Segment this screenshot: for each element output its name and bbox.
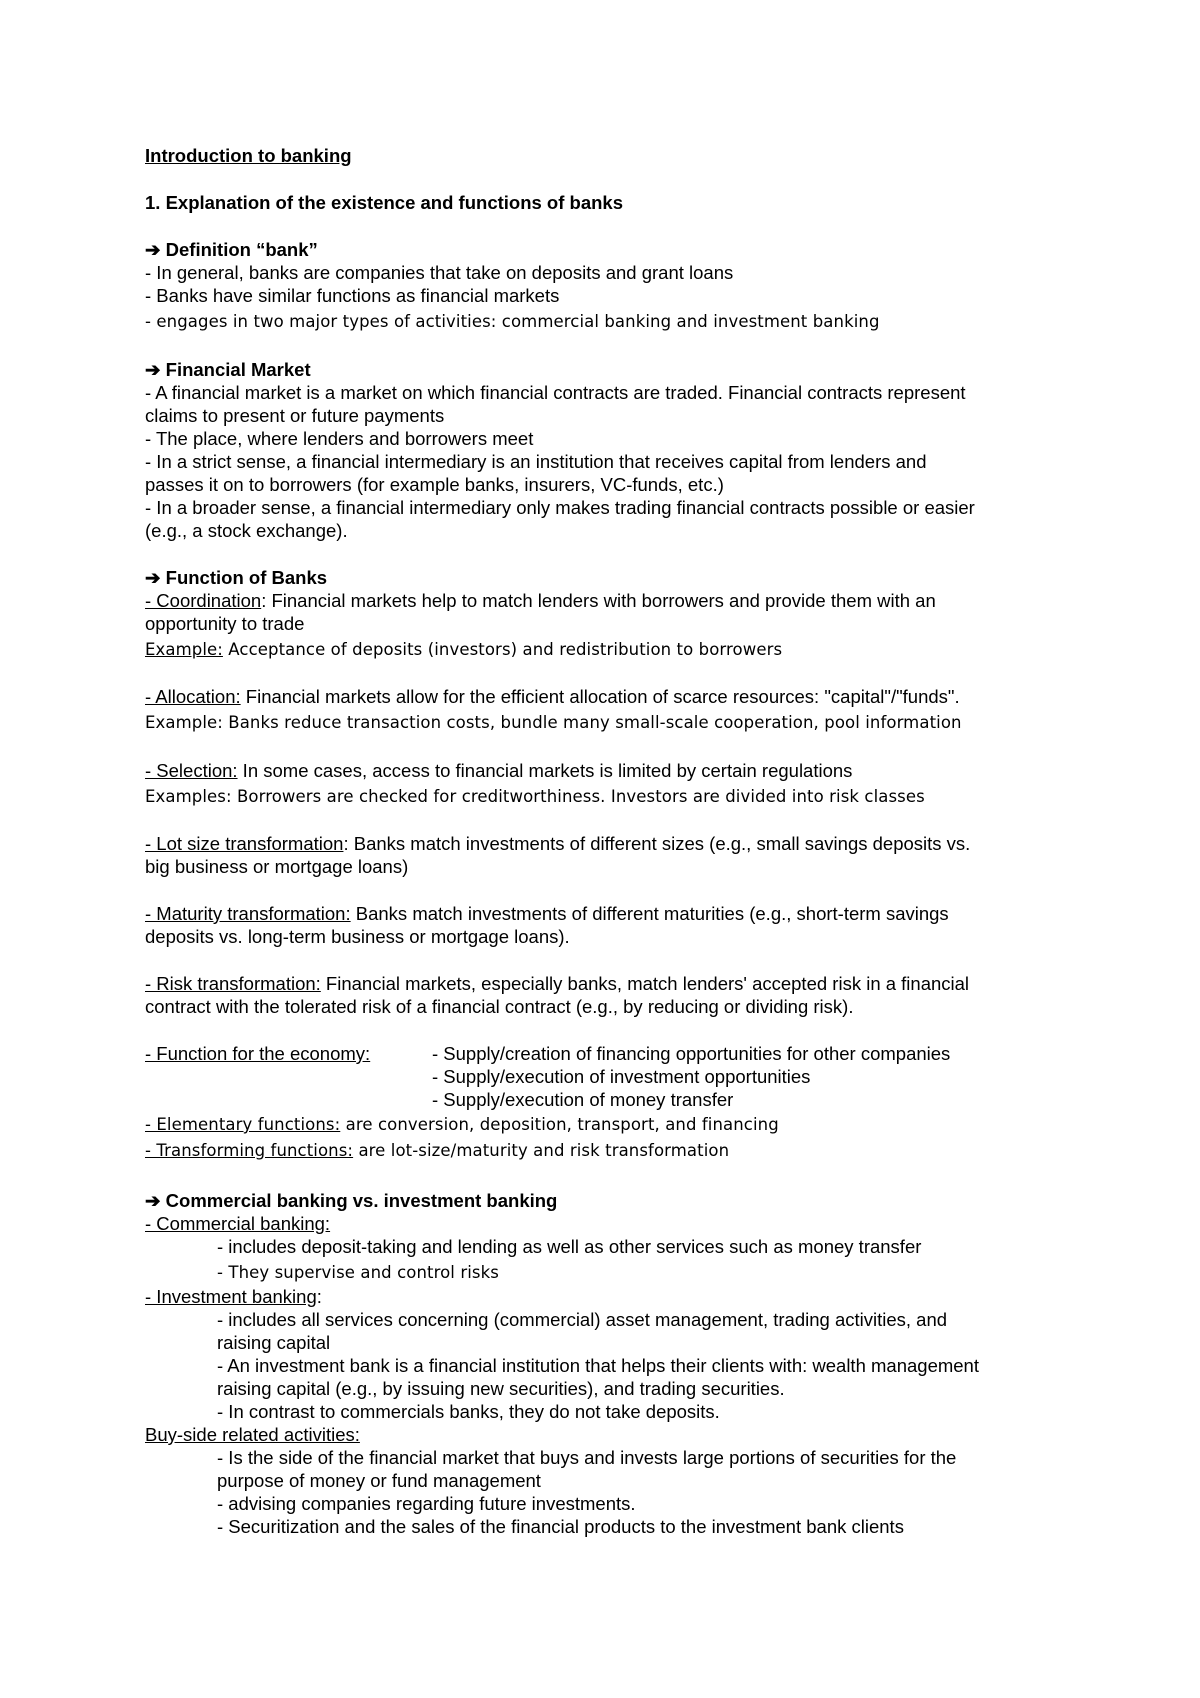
economy-item: - Supply/creation of financing opportunities for other companies <box>432 1043 951 1064</box>
section-heading: 1. Explanation of the existence and functions of banks <box>145 192 624 213</box>
risk-line: contract with the tolerated risk of a financial contract (e.g., by reducing or dividing risk). <box>145 996 854 1017</box>
investment-banking-label-line: - Investment banking: <box>145 1286 322 1307</box>
elementary-functions-line: - Elementary functions: are conversion, deposition, transport, and financing <box>145 1115 779 1134</box>
arrow-icon: ➔ <box>145 239 161 260</box>
commercial-item: - includes deposit-taking and lending as well as other services such as money transfer <box>217 1236 922 1257</box>
arrow-icon: ➔ <box>145 359 161 380</box>
buyside-label: Buy-side related activities: <box>145 1424 360 1445</box>
financial-market-heading: ➔ Financial Market <box>145 359 311 380</box>
commercial-banking-label-line <box>145 1213 330 1235</box>
financial-market-line: passes it on to borrowers (for example banks, insurers, VC-funds, etc.) <box>145 474 724 495</box>
investment-item: - In contrast to commercials banks, they do not take deposits. <box>217 1401 720 1422</box>
maturity-line: - Maturity transformation: Banks match investments of different maturities (e.g., short-term savings <box>145 903 949 924</box>
coordination-line: opportunity to trade <box>145 613 305 634</box>
economy-label: - Function for the economy: <box>145 1043 371 1064</box>
commercial-vs-investment-heading: ➔ Commercial banking vs. investment banking <box>145 1190 558 1211</box>
coordination-example: Example: Acceptance of deposits (investors) and redistribution to borrowers <box>145 640 783 659</box>
investment-item: raising capital <box>217 1332 331 1353</box>
definition-line: - In general, banks are companies that take on deposits and grant loans <box>145 262 734 283</box>
arrow-icon: ➔ <box>145 1190 161 1211</box>
coordination-line: - Coordination: Financial markets help to match lenders with borrowers and provide them with an <box>145 590 936 611</box>
allocation-label: - Allocation: <box>145 686 241 707</box>
transforming-functions-line: - Transforming functions: are lot-size/maturity and risk transformation <box>145 1141 730 1160</box>
financial-market-line: - The place, where lenders and borrowers meet <box>145 428 534 449</box>
maturity-line: deposits vs. long-term business or mortgage loans). <box>145 926 570 947</box>
investment-item: raising capital (e.g., by issuing new securities), and trading securities. <box>217 1378 785 1399</box>
buyside-label-line <box>145 1424 360 1446</box>
lot-size-label: - Lot size transformation <box>145 833 344 854</box>
allocation-line: - Allocation: Financial markets allow for the efficient allocation of scarce resources: "capital"/"funds". <box>145 686 960 707</box>
lot-size-line: - Lot size transformation: Banks match investments of different sizes (e.g., small savings deposits vs. <box>145 833 971 854</box>
selection-label: - Selection: <box>145 760 238 781</box>
commercial-banking-label: - Commercial banking: <box>145 1213 331 1234</box>
economy-item: - Supply/execution of money transfer <box>432 1089 734 1110</box>
economy-label-line <box>145 1043 370 1065</box>
financial-market-line: - In a strict sense, a financial intermediary is an institution that receives capital from lenders and <box>145 451 927 472</box>
financial-market-line: - In a broader sense, a financial intermediary only makes trading financial contracts possible or easier <box>145 497 975 518</box>
function-of-banks-heading: ➔ Function of Banks <box>145 567 328 588</box>
arrow-icon: ➔ <box>145 567 161 588</box>
lot-size-line: big business or mortgage loans) <box>145 856 409 877</box>
allocation-example: Example: Banks reduce transaction costs, bundle many small-scale cooperation, pool information <box>145 713 962 732</box>
financial-market-line: claims to present or future payments <box>145 405 445 426</box>
elementary-functions-label: - Elementary functions: <box>145 1115 341 1134</box>
selection-line: - Selection: In some cases, access to financial markets is limited by certain regulations <box>145 760 853 781</box>
investment-item: - An investment bank is a financial institution that helps their clients with: wealth management <box>217 1355 979 1376</box>
investment-banking-label: - Investment banking <box>145 1286 317 1307</box>
definition-heading: ➔ Definition “bank” <box>145 239 318 260</box>
financial-market-line: - A financial market is a market on which financial contracts are traded. Financial contracts represent <box>145 382 966 403</box>
buyside-item: - advising companies regarding future investments. <box>217 1493 636 1514</box>
buyside-item: - Securitization and the sales of the financial products to the investment bank clients <box>217 1516 904 1537</box>
commercial-item: - They supervise and control risks <box>217 1263 499 1282</box>
definition-line: - engages in two major types of activities: commercial banking and investment banking <box>145 312 880 331</box>
page-title: Introduction to banking <box>145 145 352 166</box>
coordination-label: - Coordination <box>145 590 262 611</box>
definition-line: - Banks have similar functions as financial markets <box>145 285 560 306</box>
financial-market-line: (e.g., a stock exchange). <box>145 520 348 541</box>
selection-example: Examples: Borrowers are checked for creditworthiness. Investors are divided into risk classes <box>145 787 925 806</box>
risk-label: - Risk transformation: <box>145 973 321 994</box>
investment-item: - includes all services concerning (commercial) asset management, trading activities, and <box>217 1309 948 1330</box>
maturity-label: - Maturity transformation: <box>145 903 351 924</box>
buyside-item: - Is the side of the financial market that buys and invests large portions of securities for the <box>217 1447 957 1468</box>
economy-item: - Supply/execution of investment opportunities <box>432 1066 811 1087</box>
risk-line: - Risk transformation: Financial markets, especially banks, match lenders' accepted risk in a financial <box>145 973 970 994</box>
transforming-functions-label: - Transforming functions: <box>145 1141 354 1160</box>
buyside-item: purpose of money or fund management <box>217 1470 541 1491</box>
